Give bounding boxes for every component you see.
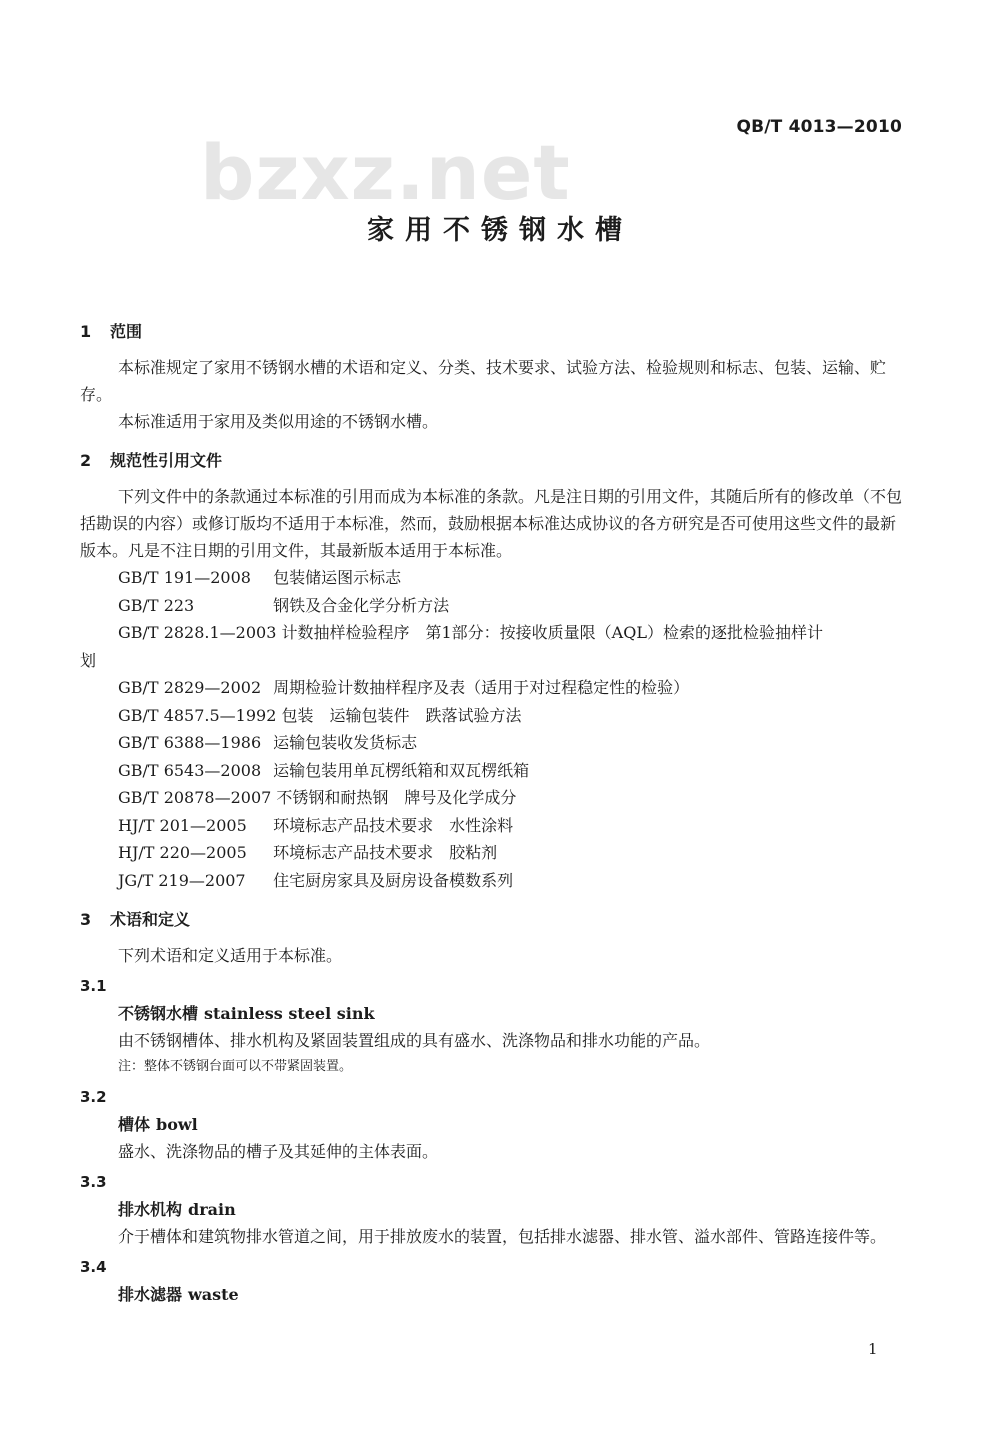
reference-name: 钢铁及合金化学分析方法 <box>273 595 450 615</box>
term-heading <box>80 1196 902 1223</box>
reference-item <box>80 619 902 674</box>
reference-code: GB/T 2829—2002 <box>118 678 262 697</box>
reference-item <box>80 812 902 840</box>
reference-code: GB/T 223 <box>118 595 195 615</box>
reference-item <box>80 674 902 702</box>
term-heading <box>80 1281 902 1308</box>
section-title: 规范性引用文件 <box>110 451 223 470</box>
reference-name: 运输包装收发货标志 <box>273 733 418 752</box>
standard-code: QB/T 4013—2010 <box>736 117 902 137</box>
term-zh: 槽体 <box>118 1115 151 1134</box>
clause-number: 3.4 <box>80 1258 107 1276</box>
references-intro: 下列文件中的条款通过本标准的引用而成为本标准的条款。凡是注日期的引用文件，其随后所有的修改单（不包括勘误的内容）或修订版均不适用于本标准，然而，鼓励根据本标准达成协议的各方研究是否可使用这些文件的最新版本。凡是不注日期的引用文件，其最新版本适用于本标准。 <box>80 487 903 560</box>
reference-item <box>80 729 902 757</box>
reference-item <box>80 784 902 812</box>
term-en: waste <box>188 1285 239 1304</box>
term-definition: 介于槽体和建筑物排水管道之间，用于排放废水的装置，包括排水滤器、排水管、溢水部件、管路连接件等。 <box>118 1227 887 1246</box>
section-heading-3 <box>80 906 902 934</box>
reference-code: GB/T 2828.1—2003 <box>118 623 277 642</box>
scope-paragraph-2: 本标准适用于家用及类似用途的不锈钢水槽。 <box>118 412 439 431</box>
reference-name: 计数抽样检验程序 第1部分：按接收质量限（AQL）检索的逐批检验抽样计 <box>281 623 823 642</box>
section-number: 2 <box>80 451 92 470</box>
watermark: bzxz.net <box>200 128 571 217</box>
reference-item <box>80 564 902 592</box>
term-definition: 由不锈钢槽体、排水机构及紧固装置组成的具有盛水、洗涤物品和排水功能的产品。 <box>118 1031 711 1050</box>
reference-name: 周期检验计数抽样程序及表（适用于对过程稳定性的检验） <box>273 678 690 697</box>
term-zh: 排水机构 <box>118 1200 183 1219</box>
term-en: stainless steel sink <box>204 1004 375 1023</box>
reference-name: 包装 运输包装件 跌落试验方法 <box>281 705 522 725</box>
scope-paragraph-1: 本标准规定了家用不锈钢水槽的术语和定义、分类、技术要求、试验方法、检验规则和标志、包装、运输、贮存。 <box>80 358 887 404</box>
reference-code: GB/T 20878—2007 <box>118 788 272 807</box>
term-zh: 排水滤器 <box>118 1285 183 1304</box>
reference-item <box>80 702 902 730</box>
reference-name: 包装储运图示标志 <box>273 568 402 587</box>
term-en: bowl <box>156 1115 198 1134</box>
section-number: 3 <box>80 910 92 929</box>
reference-code: HJ/T 220—2005 <box>118 843 247 862</box>
reference-name: 环境标志产品技术要求 胶粘剂 <box>273 843 498 862</box>
section-heading-1 <box>80 318 902 346</box>
clause-number: 3.3 <box>80 1173 107 1191</box>
reference-code: GB/T 6388—1986 <box>118 733 262 752</box>
reference-code: GB/T 4857.5—1992 <box>118 705 277 725</box>
term-heading <box>80 1000 902 1027</box>
clause-number: 3.1 <box>80 977 107 995</box>
reference-name: 不锈钢和耐热钢 牌号及化学成分 <box>276 788 517 807</box>
reference-name: 住宅厨房家具及厨房设备模数系列 <box>273 870 514 890</box>
section-title: 范围 <box>110 322 143 341</box>
terms-intro: 下列术语和定义适用于本标准。 <box>118 946 343 965</box>
reference-code: GB/T 6543—2008 <box>118 760 262 780</box>
reference-name: 环境标志产品技术要求 水性涂料 <box>273 815 514 835</box>
term-zh: 不锈钢水槽 <box>118 1004 199 1023</box>
section-heading-2 <box>80 447 902 475</box>
term-note: 注：整体不锈钢台面可以不带紧固装置。 <box>118 1059 353 1074</box>
reference-item <box>80 839 902 867</box>
reference-code: HJ/T 201—2005 <box>118 815 247 835</box>
section-number: 1 <box>80 322 92 341</box>
document-body <box>80 318 902 1308</box>
page-number: 1 <box>868 1340 878 1358</box>
reference-continuation: 划 <box>80 650 97 670</box>
term-heading <box>80 1111 902 1138</box>
reference-code: JG/T 219—2007 <box>118 870 246 890</box>
term-definition: 盛水、洗涤物品的槽子及其延伸的主体表面。 <box>118 1142 439 1161</box>
reference-code: GB/T 191—2008 <box>118 568 251 587</box>
section-title: 术语和定义 <box>110 910 191 929</box>
reference-item <box>80 757 902 785</box>
reference-item <box>80 867 902 895</box>
clause-number: 3.2 <box>80 1088 107 1106</box>
term-en: drain <box>188 1200 236 1219</box>
document-title: 家用不锈钢水槽 <box>367 215 633 246</box>
reference-name: 运输包装用单瓦楞纸箱和双瓦楞纸箱 <box>273 760 530 780</box>
reference-item <box>80 592 902 620</box>
